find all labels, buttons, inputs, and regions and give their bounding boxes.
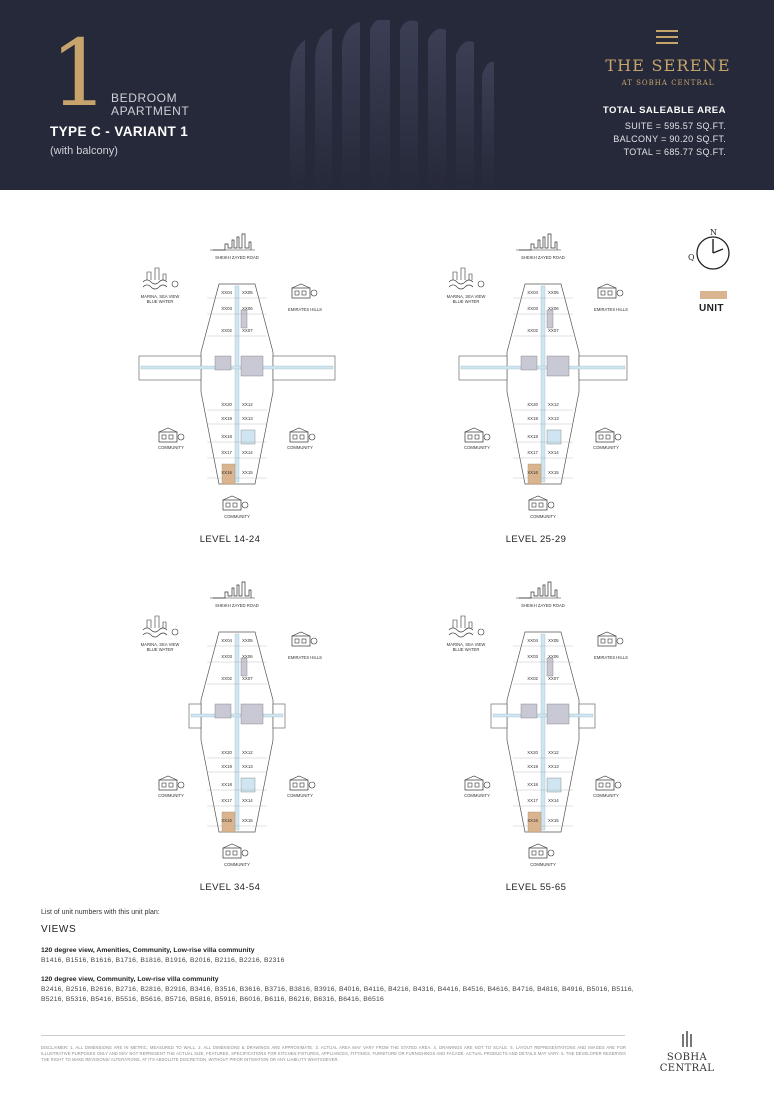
community-bottom-icon	[223, 844, 248, 858]
bedroom-label-line2: APARTMENT	[111, 104, 190, 118]
area-balcony: BALCONY = 90.20 SQ.FT.	[613, 134, 726, 144]
unit-label-u05: XX05	[242, 638, 253, 643]
context-label-top: SHEIKH ZAYED ROAD	[521, 255, 565, 260]
unit-label-u19: XX19	[221, 416, 232, 421]
context-label-left-2: BLUE WATER	[452, 647, 480, 652]
context-label-right: EMIRATES HILLS	[288, 655, 322, 660]
emirates-hills-icon	[598, 632, 623, 646]
unit-label-u15: XX15	[548, 470, 559, 475]
context-label-left: MARINA, SEA VIEW	[140, 294, 180, 299]
community-right-icon	[596, 776, 621, 790]
bedroom-label-line1: BEDROOM	[111, 91, 178, 105]
unit-label-u02: XX02	[221, 328, 232, 333]
unit-label-u07: XX07	[242, 328, 253, 333]
unit-label-u12: XX12	[548, 750, 559, 755]
community-right-icon	[290, 428, 315, 442]
unit-label-u19: XX19	[527, 416, 538, 421]
context-label-community-right: COMMUNITY	[287, 445, 313, 450]
unit-label-u14: XX14	[548, 450, 559, 455]
unit-label-u04: XX04	[221, 638, 232, 643]
central-corridor	[235, 286, 239, 482]
context-label-top: SHEIKH ZAYED ROAD	[521, 603, 565, 608]
unit-label-u05: XX05	[548, 638, 559, 643]
area-suite: SUITE = 595.57 SQ.FT.	[624, 121, 726, 131]
floor-plan-level-14-24	[135, 232, 395, 552]
unit-label-u02: XX02	[527, 676, 538, 681]
serene-logo-icon	[656, 30, 678, 46]
context-label-right: EMIRATES HILLS	[288, 307, 322, 312]
area-total: TOTAL = 685.77 SQ.FT.	[623, 147, 726, 157]
unit-label-u20: XX20	[527, 750, 538, 755]
community-left-icon	[159, 428, 184, 442]
view-group-2	[41, 976, 641, 1005]
context-label-community-bottom: COMMUNITY	[530, 862, 556, 867]
community-bottom-icon	[529, 844, 554, 858]
marina-view-icon	[143, 268, 178, 289]
context-label-left-2: BLUE WATER	[146, 647, 174, 652]
unit-label-u13: XX13	[242, 416, 253, 421]
community-right-icon	[290, 776, 315, 790]
unit-label-u19: XX19	[221, 764, 232, 769]
marina-view-icon	[143, 616, 178, 637]
unit-label-u07: XX07	[242, 676, 253, 681]
floor-plan-level-25-29	[441, 232, 701, 552]
core-block	[215, 356, 231, 370]
plan-level-label: LEVEL 14-24	[199, 534, 261, 545]
unit-label-u03: XX03	[527, 306, 538, 311]
context-label-community-right: COMMUNITY	[593, 445, 619, 450]
view-group-title: 120 degree view, Amenities, Community, Low-rise villa community	[41, 947, 255, 954]
marina-view-icon	[449, 268, 484, 289]
plan-level-label: LEVEL 34-54	[199, 882, 261, 893]
bedroom-count-numeral: 1	[50, 20, 109, 127]
marina-view-icon	[449, 616, 484, 637]
compass-west-label: Q	[688, 253, 695, 262]
unit-type-note: (with balcony)	[50, 145, 118, 157]
context-label-left-2: BLUE WATER	[452, 299, 480, 304]
floor-plan-level-55-65	[441, 580, 701, 900]
central-corridor	[541, 634, 545, 830]
unit-label-u14: XX14	[242, 798, 253, 803]
unit-label-u06: XX06	[242, 306, 253, 311]
cross-corridor	[141, 366, 333, 369]
unit-label-u20: XX20	[221, 750, 232, 755]
compass-north-label: N	[710, 228, 717, 237]
view-group-1	[41, 947, 641, 966]
unit-label-u18: XX18	[221, 434, 232, 439]
unit-label-u02: XX02	[221, 676, 232, 681]
unit-label-u06: XX06	[548, 306, 559, 311]
context-label-left-2: BLUE WATER	[146, 299, 174, 304]
unit-type-title: TYPE C - VARIANT 1	[50, 124, 189, 139]
context-label-left: MARINA, SEA VIEW	[446, 294, 486, 299]
unit-label-u14: XX14	[242, 450, 253, 455]
unit-label-u17: XX17	[527, 798, 538, 803]
bedroom-apartment-label	[111, 92, 189, 118]
tower-decoration-graphic	[280, 20, 500, 190]
unit-label-u05: XX05	[242, 290, 253, 295]
context-label-community-left: COMMUNITY	[464, 445, 490, 450]
context-label-community-left: COMMUNITY	[464, 793, 490, 798]
core-block	[241, 310, 247, 328]
core-block	[241, 356, 263, 376]
floor-plan-drawing	[441, 232, 701, 532]
view-group-units: B1416, B1516, B1616, B1716, B1816, B1916, B2016, B2116, B2216, B2316	[41, 957, 285, 964]
core-block	[241, 658, 247, 676]
unit-legend-label: UNIT	[699, 303, 724, 314]
unit-label-u14: XX14	[548, 798, 559, 803]
unit-label-u07: XX07	[548, 676, 559, 681]
emirates-hills-icon	[292, 632, 317, 646]
core-block	[547, 356, 569, 376]
unit-label-u03: XX03	[221, 306, 232, 311]
unit-label-u15: XX15	[242, 470, 253, 475]
disclaimer-text: DISCLAIMER: 1. ALL DIMENSIONS ARE IN METRIC, MEASURED TO WALL. 2. ALL DIMENSIONS & DRAWINGS ARE APPROXIMATE. 3. ACTUAL AREA MAY VARY FROM THE STATED AREA. 4. DRAWINGS ARE NOT TO SCALE. 5. LAYOUT REPRESENTATIONS AND IMAGES ARE FOR ILLUSTRATIVE PURPOSES ONLY AND MAY NOT REPRESENT THE ACTUAL SIZE, FEATURES, SPECIFICATIONS FOR KITCHEN FIXTURES, APPLIANCES, FITTINGS, FURNITURE OR FURNISHINGS AND FACADE. ACTUAL PRODUCTS AND DETAILS MAY VARY. 6. THE DEVELOPER RESERVES THE RIGHT TO MAKE REVISIONS/ ALTERATIONS, AT ITS ABSOLUTE DISCRETION, WITHOUT PRIOR INTIMATION OR ANY LIABILITY WHATSOEVER.	[41, 1045, 626, 1062]
unit-legend-swatch	[700, 291, 727, 299]
unit-label-u16: XX16	[221, 818, 232, 823]
unit-label-u18: XX18	[527, 782, 538, 787]
unit-label-u04: XX04	[527, 638, 538, 643]
community-left-icon	[465, 428, 490, 442]
footer-divider	[41, 1035, 625, 1036]
context-label-top: SHEIKH ZAYED ROAD	[215, 255, 259, 260]
central-corridor	[541, 286, 545, 482]
context-label-right: EMIRATES HILLS	[594, 307, 628, 312]
core-block	[521, 704, 537, 718]
unit-label-u16: XX16	[527, 470, 538, 475]
unit-label-u17: XX17	[221, 450, 232, 455]
unit-label-u16: XX16	[221, 470, 232, 475]
footer-brand-name: SOBHA CENTRAL	[659, 1052, 715, 1074]
context-label-top: SHEIKH ZAYED ROAD	[215, 603, 259, 608]
unit-label-u15: XX15	[242, 818, 253, 823]
floor-plan-drawing	[135, 232, 395, 532]
core-block	[547, 704, 569, 724]
community-bottom-icon	[223, 496, 248, 510]
unit-label-u02: XX02	[527, 328, 538, 333]
emirates-hills-icon	[292, 284, 317, 298]
unit-label-u18: XX18	[527, 434, 538, 439]
brand-subtitle: AT SOBHA CENTRAL	[621, 79, 715, 87]
views-heading: VIEWS	[41, 924, 77, 935]
context-label-right: EMIRATES HILLS	[594, 655, 628, 660]
skyline-icon	[210, 582, 255, 598]
skyline-icon	[516, 234, 561, 250]
unit-label-u12: XX12	[548, 402, 559, 407]
unit-label-u04: XX04	[221, 290, 232, 295]
core-block	[241, 704, 263, 724]
unit-label-u20: XX20	[221, 402, 232, 407]
unit-label-u12: XX12	[242, 750, 253, 755]
unit-label-u15: XX15	[548, 818, 559, 823]
cross-corridor	[461, 366, 625, 369]
plan-level-label: LEVEL 25-29	[505, 534, 567, 545]
unit-label-u12: XX12	[242, 402, 253, 407]
header-banner	[0, 0, 774, 190]
sobha-central-logo-icon	[681, 1030, 693, 1048]
context-label-community-left: COMMUNITY	[158, 793, 184, 798]
context-label-left: MARINA, SEA VIEW	[446, 642, 486, 647]
unit-list-intro: List of unit numbers with this unit plan:	[41, 909, 160, 916]
floor-plan-level-34-54	[135, 580, 395, 900]
unit-label-u20: XX20	[527, 402, 538, 407]
core-block	[521, 356, 537, 370]
unit-label-u13: XX13	[548, 764, 559, 769]
cross-corridor	[191, 714, 283, 717]
saleable-area-box	[603, 105, 726, 159]
unit-label-u06: XX06	[242, 654, 253, 659]
context-label-community-bottom: COMMUNITY	[224, 862, 250, 867]
unit-label-u04: XX04	[527, 290, 538, 295]
unit-label-u13: XX13	[548, 416, 559, 421]
community-bottom-icon	[529, 496, 554, 510]
unit-label-u13: XX13	[242, 764, 253, 769]
unit-label-u06: XX06	[548, 654, 559, 659]
floor-plan-drawing	[441, 580, 701, 880]
unit-label-u03: XX03	[527, 654, 538, 659]
unit-label-u07: XX07	[548, 328, 559, 333]
context-label-community-bottom: COMMUNITY	[224, 514, 250, 519]
core-block	[547, 310, 553, 328]
view-group-units: B2416, B2516, B2616, B2716, B2816, B2916, B3416, B3516, B3616, B3716, B3816, B3916, B4016, B4116, B4216, B4316, B4416, B4516, B4616, B4716, B4816, B4916, B5016, B5116, B5216, B5316, B5416, B5516, B5616, B5716, B5816, B5916, B6016, B6116, B6216, B6316, B6416, B6516	[41, 986, 634, 1003]
unit-label-u05: XX05	[548, 290, 559, 295]
unit-label-u18: XX18	[221, 782, 232, 787]
central-corridor	[235, 634, 239, 830]
cross-corridor	[493, 714, 593, 717]
unit-label-u19: XX19	[527, 764, 538, 769]
brand-title: THE SERENE	[605, 56, 731, 75]
context-label-community-right: COMMUNITY	[287, 793, 313, 798]
core-block	[547, 658, 553, 676]
skyline-icon	[210, 234, 255, 250]
skyline-icon	[516, 582, 561, 598]
area-title: TOTAL SALEABLE AREA	[602, 105, 726, 116]
community-left-icon	[159, 776, 184, 790]
unit-label-u03: XX03	[221, 654, 232, 659]
unit-label-u16: XX16	[527, 818, 538, 823]
context-label-community-bottom: COMMUNITY	[530, 514, 556, 519]
plan-level-label: LEVEL 55-65	[505, 882, 567, 893]
community-left-icon	[465, 776, 490, 790]
context-label-left: MARINA, SEA VIEW	[140, 642, 180, 647]
unit-label-u17: XX17	[527, 450, 538, 455]
emirates-hills-icon	[598, 284, 623, 298]
context-label-community-right: COMMUNITY	[593, 793, 619, 798]
unit-label-u17: XX17	[221, 798, 232, 803]
floor-plan-drawing	[135, 580, 395, 880]
context-label-community-left: COMMUNITY	[158, 445, 184, 450]
view-group-title: 120 degree view, Community, Low-rise villa community	[41, 976, 219, 983]
core-block	[215, 704, 231, 718]
community-right-icon	[596, 428, 621, 442]
